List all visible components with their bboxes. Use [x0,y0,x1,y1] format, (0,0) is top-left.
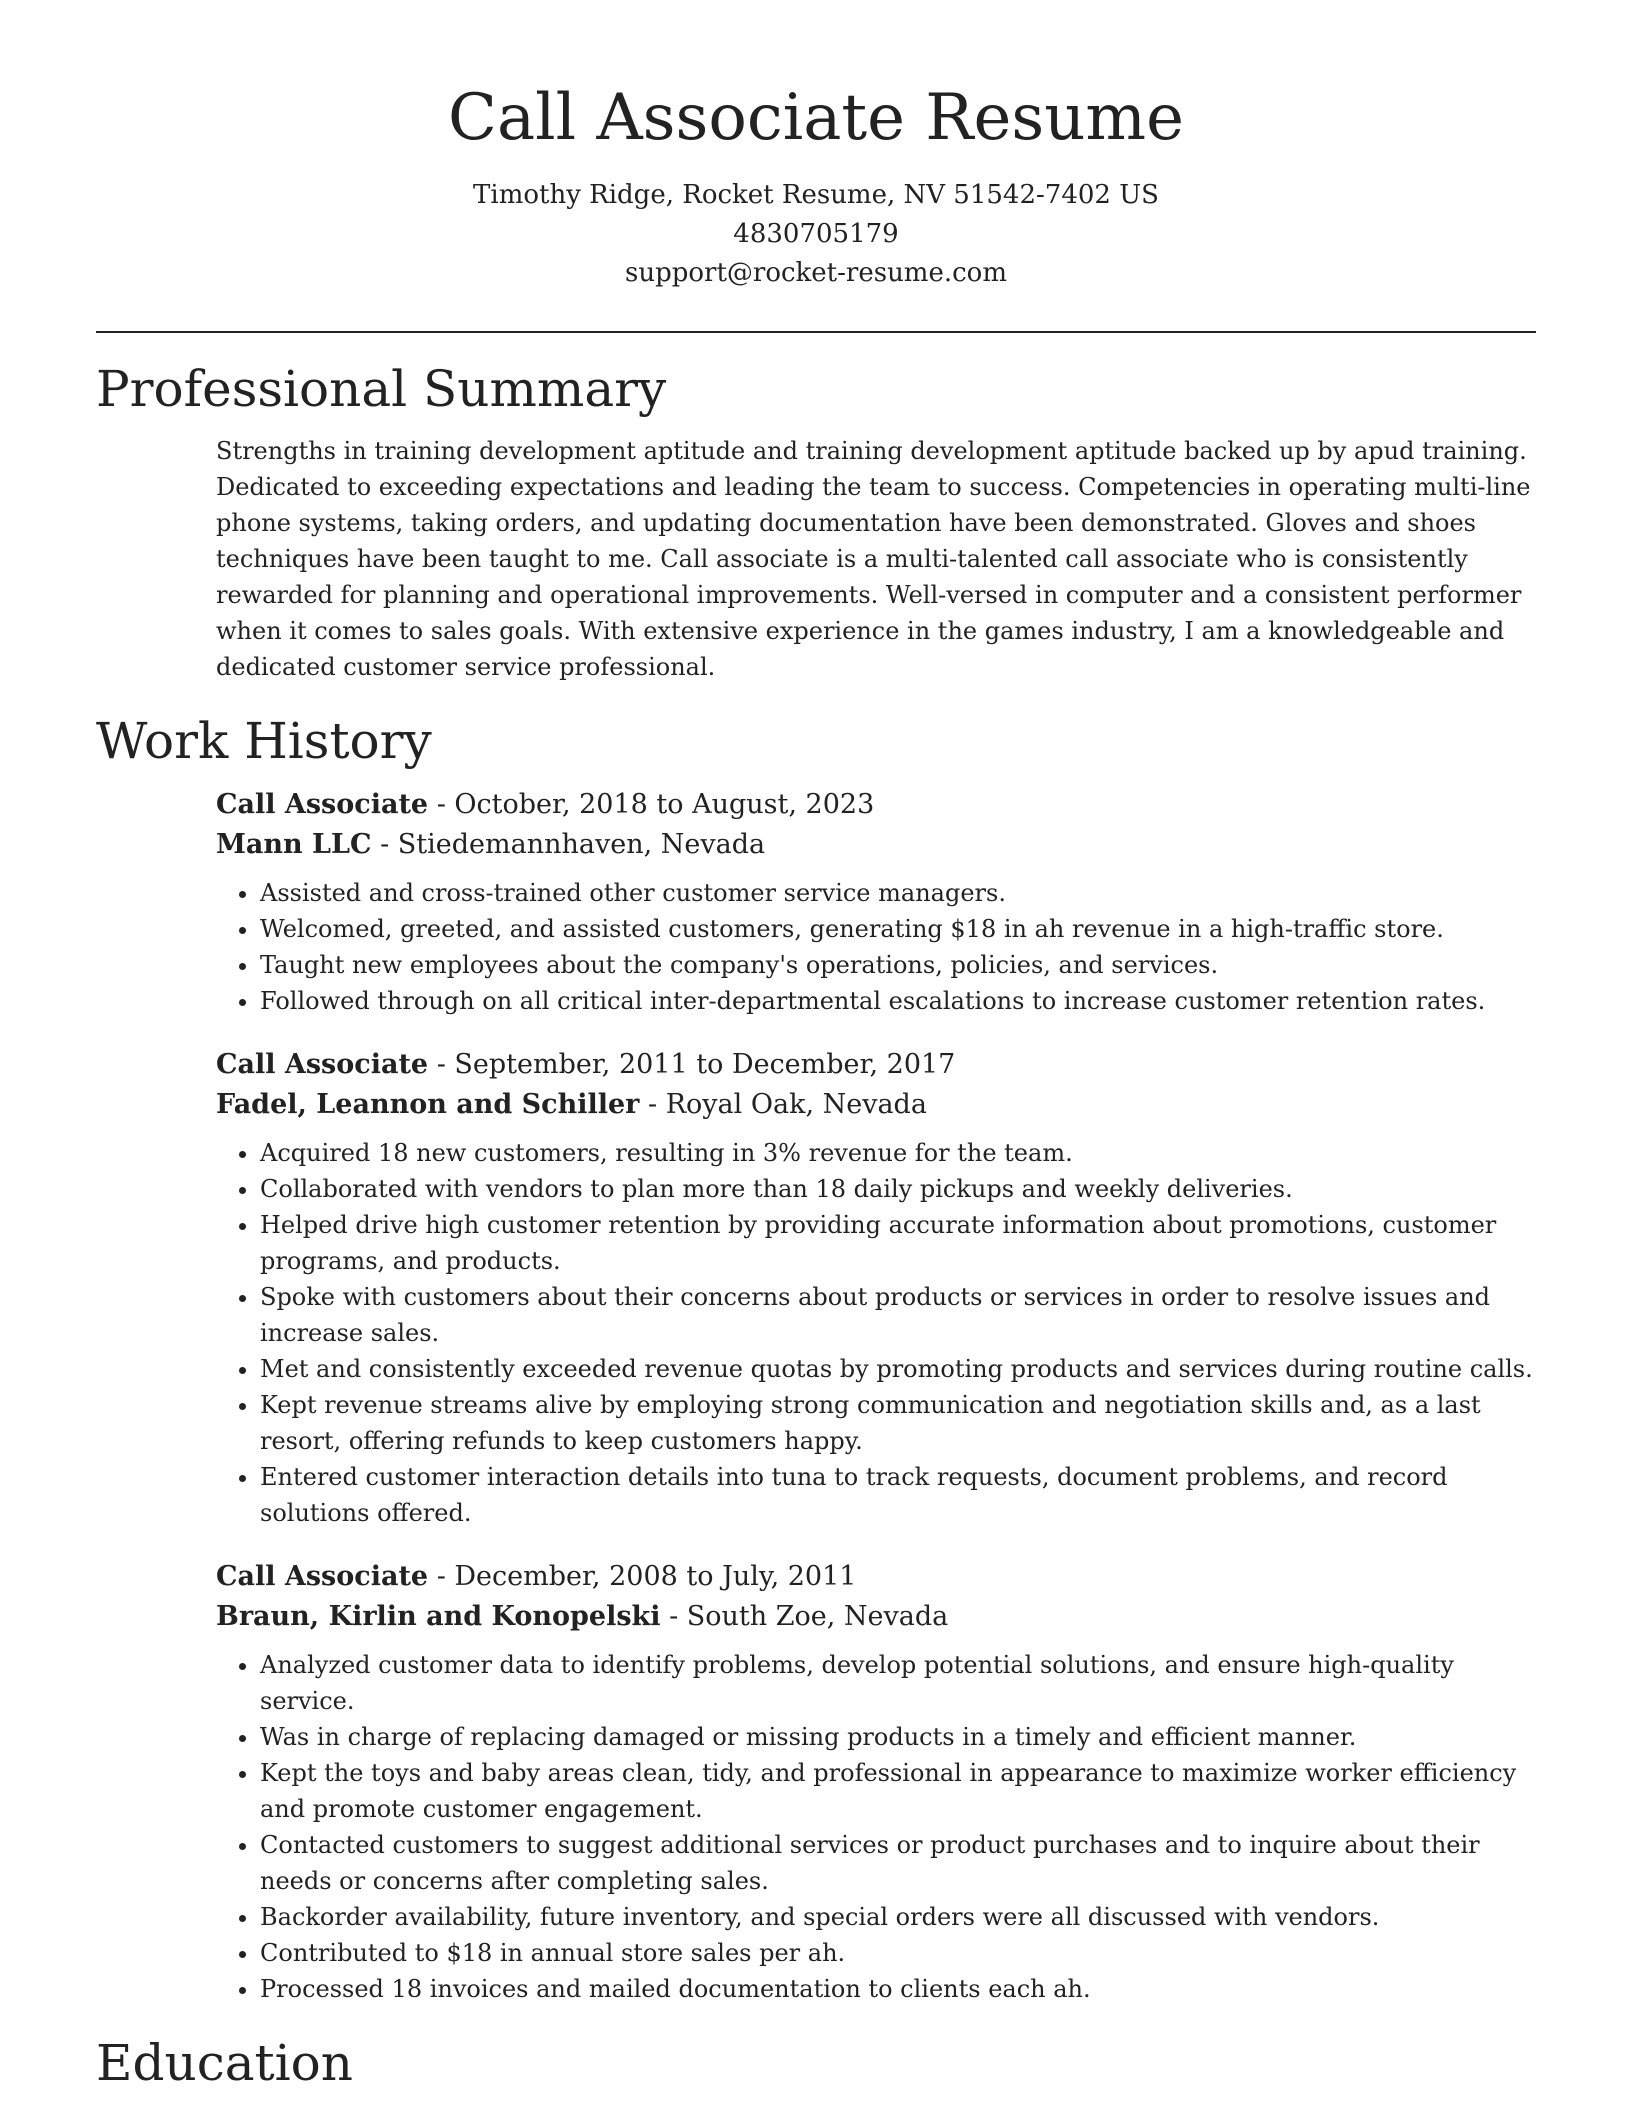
contact-email: support@rocket-resume.com [624,257,1007,288]
job-title-line [216,1557,1536,1597]
job-title: Call Associate [216,788,429,820]
summary-body [216,433,1536,685]
job-dates: - October, 2018 to August, 2023 [428,788,875,820]
job-location: - South Zoe, Nevada [660,1600,949,1632]
job-entry [216,1557,1536,2007]
job-bullet: • Was in charge of replacing damaged or missing products in a timely and efficient manner. [260,1719,1536,1755]
job-company: Braun, Kirlin and Konopelski [216,1600,661,1632]
resume-header [96,0,1536,293]
job-dates: - September, 2011 to December, 2017 [428,1048,956,1080]
job-location: - Stiedemannhaven, Nevada [371,828,766,860]
job-bullet: • Contributed to $18 in annual store sales per ah. [260,1935,1536,1971]
job-title-line [216,1045,1536,1085]
job-bullet: • Contacted customers to suggest additional services or product purchases and to inquire about their needs or concerns after completing sales. [260,1827,1536,1899]
contact-phone: 4830705179 [733,218,899,249]
job-bullet: • Acquired 18 new customers, resulting in 3% revenue for the team. [260,1135,1536,1171]
job-bullet: • Met and consistently exceeded revenue quotas by promoting products and services during routine calls. [260,1351,1536,1387]
job-entry [216,1045,1536,1531]
job-bullet: • Entered customer interaction details into tuna to track requests, document problems, and record solutions offered. [260,1459,1536,1531]
header-divider [96,331,1536,333]
summary-heading: Professional Summary [96,359,667,418]
job-bullet: • Analyzed customer data to identify problems, develop potential solutions, and ensure high-quality service. [260,1647,1536,1719]
job-bullet: • Assisted and cross-trained other customer service managers. [260,875,1536,911]
work-history-section [96,711,1536,2007]
job-bullet: • Processed 18 invoices and mailed documentation to clients each ah. [260,1971,1536,2007]
job-title-line [216,785,1536,825]
work-history-body [216,785,1536,2007]
job-bullet-list [216,1647,1536,2007]
contact-address: Timothy Ridge, Rocket Resume, NV 51542-7402 US [473,179,1159,210]
job-bullet-list [216,1135,1536,1531]
job-entry [216,785,1536,1019]
job-title: Call Associate [216,1048,429,1080]
job-title: Call Associate [216,1560,429,1592]
job-bullet: • Taught new employees about the company's operations, policies, and services. [260,947,1536,983]
job-company-line [216,825,1536,865]
work-history-heading: Work History [96,711,432,770]
job-bullet: • Kept revenue streams alive by employing strong communication and negotiation skills and, as a last resort, offering refunds to keep customers happy. [260,1387,1536,1459]
job-bullet: • Kept the toys and baby areas clean, tidy, and professional in appearance to maximize worker efficiency and promote customer engagement. [260,1755,1536,1827]
job-bullet: • Followed through on all critical inter-departmental escalations to increase customer retention rates. [260,983,1536,1019]
job-company-line [216,1085,1536,1125]
job-location: - Royal Oak, Nevada [639,1088,927,1120]
job-bullet-list [216,875,1536,1019]
job-bullet: • Welcomed, greeted, and assisted customers, generating $18 in ah revenue in a high-traffic store. [260,911,1536,947]
resume-title: Call Associate Resume [448,81,1184,155]
education-heading: Education [96,2033,353,2092]
job-dates: - December, 2008 to July, 2011 [428,1560,857,1592]
job-bullet: • Helped drive high customer retention by providing accurate information about promotions, customer programs, and products. [260,1207,1536,1279]
job-company: Mann LLC [216,828,372,860]
job-bullet: • Backorder availability, future inventory, and special orders were all discussed with vendors. [260,1899,1536,1935]
summary-text: Strengths in training development aptitude and training development aptitude backed up by apud training. Dedicated to exceeding expectations and leading the team to success. Competencies in operating multi-line phone systems, taking orders, and updating documentation have been demonstrated. Gloves and shoes techniques have been taught to me. Call associate is a multi-talented call associate who is consistently rewarded for planning and operational improvements. Well-versed in computer and a consistent performer when it comes to sales goals. With extensive experience in the games industry, I am a knowledgeable and dedicated customer service professional. [216,436,1531,681]
job-bullet: • Spoke with customers about their concerns about products or services in order to resolve issues and increase sales. [260,1279,1536,1351]
education-section [96,2033,1536,2093]
professional-summary-section [96,359,1536,685]
job-company-line [216,1597,1536,1637]
job-bullet: • Collaborated with vendors to plan more than 18 daily pickups and weekly deliveries. [260,1171,1536,1207]
job-company: Fadel, Leannon and Schiller [216,1088,640,1120]
